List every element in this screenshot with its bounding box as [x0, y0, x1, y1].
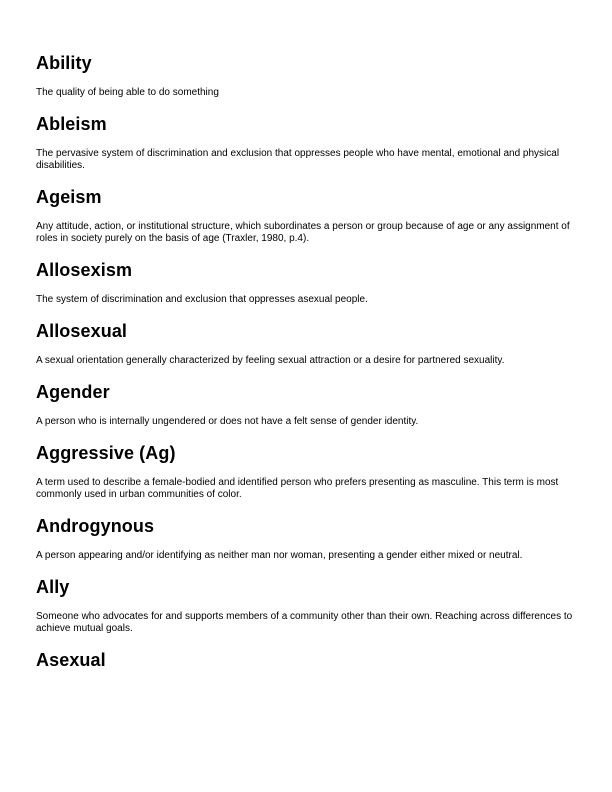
glossary-entry-ageism: [36, 186, 576, 245]
term-heading: Asexual: [36, 650, 106, 670]
glossary-entry-allosexism: [36, 259, 576, 306]
glossary-entry-asexual: [36, 649, 576, 671]
term-definition: A person who is internally ungendered or does not have a felt sense of gender identity.: [36, 416, 419, 427]
glossary-entry-allosexual: [36, 320, 576, 367]
term-heading: Ageism: [36, 187, 102, 207]
term-heading: Agender: [36, 382, 110, 402]
term-heading: Allosexual: [36, 321, 128, 341]
term-definition: Any attitude, action, or institutional structure, which subordinates a person or group because of age or any assignment of roles in society purely on the basis of age (Traxler, 1980, p.4).: [36, 221, 570, 244]
glossary-entry-androgynous: [36, 515, 576, 562]
glossary-entry-ability: [36, 52, 576, 99]
term-heading: Aggressive (Ag): [36, 443, 176, 463]
term-heading: Ally: [36, 577, 70, 597]
term-definition: A sexual orientation generally characterized by feeling sexual attraction or a desire for partnered sexuality.: [36, 355, 505, 366]
term-heading: Ability: [36, 53, 92, 73]
glossary-entry-agender: [36, 381, 576, 428]
term-definition: A person appearing and/or identifying as neither man nor woman, presenting a gender either mixed or neutral.: [36, 550, 523, 561]
term-definition: The quality of being able to do something: [36, 87, 219, 98]
term-heading: Ableism: [36, 114, 107, 134]
term-definition: The system of discrimination and exclusion that oppresses asexual people.: [36, 294, 368, 305]
term-heading: Allosexism: [36, 260, 133, 280]
term-definition: A term used to describe a female-bodied and identified person who prefers presenting as masculine. This term is most commonly used in urban communities of color.: [36, 477, 559, 500]
term-heading: Androgynous: [36, 516, 155, 536]
glossary-entry-ableism: [36, 113, 576, 172]
term-definition: Someone who advocates for and supports members of a community other than their own. Reaching across differences to achieve mutual goals.: [36, 611, 573, 634]
glossary-entry-aggressive: [36, 442, 576, 501]
glossary-entry-ally: [36, 576, 576, 635]
term-definition: The pervasive system of discrimination and exclusion that oppresses people who have mental, emotional and physical disabilities.: [36, 148, 560, 171]
